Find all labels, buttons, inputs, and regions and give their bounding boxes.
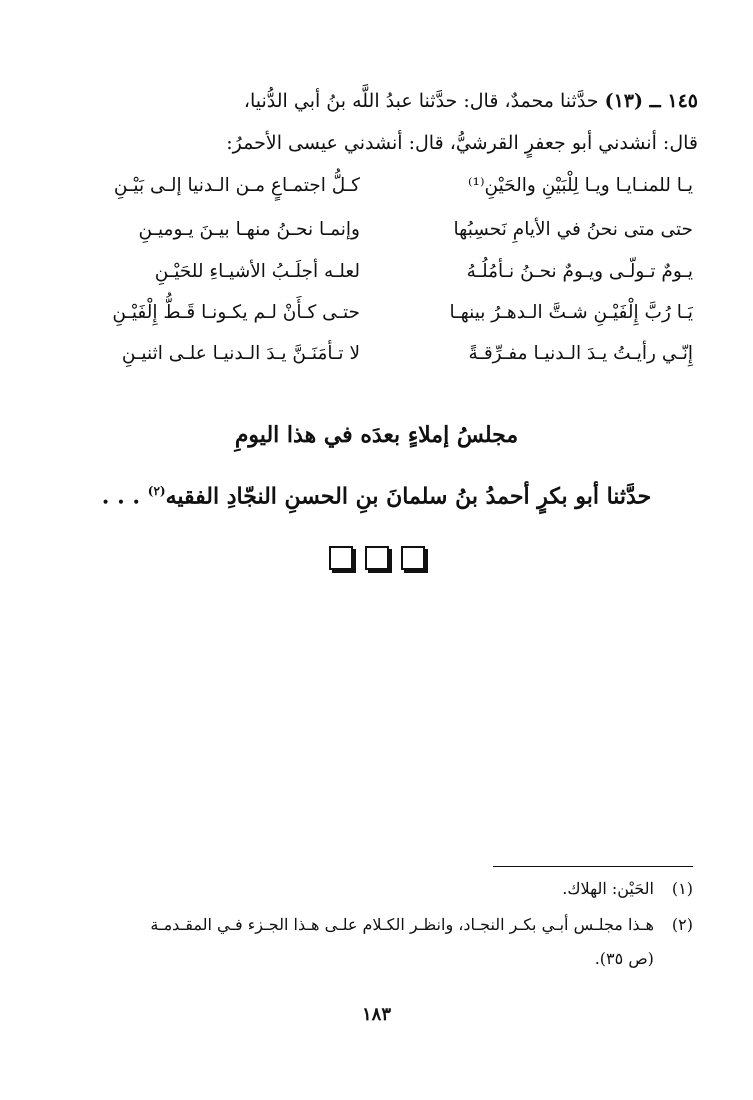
verse-first-hemistich: يـا للمنـايـا ويـا لِلْبَيْنِ والحَيْنِ⁽¹⁾: [467, 175, 693, 196]
verse-second-hemistich: لا تـأمَنَـنَّ يـدَ الـدنيـا علـى اثنيـنِ: [121, 343, 360, 364]
verse-second-hemistich: لعلـه أجلَـبُ الأشيـاءِ للحَيْـنِ: [154, 261, 360, 282]
ornament-box-icon: [365, 546, 389, 570]
hadith-number: ١٤٥ ــ (١٣): [604, 90, 698, 112]
ellipsis: . . .: [101, 483, 141, 510]
verse-second-hemistich: حتـى كـأَنْ لـم يكـونـا قَـطُّ إِلْفَيْـنِ: [112, 302, 360, 323]
verse-row: [60, 168, 693, 204]
ornament-box-icon: [401, 546, 425, 570]
section-end-ornament: [0, 546, 753, 572]
session-subheading-text: حدَّثنا أبو بكرٍ أحمدُ بنُ سلمانَ بنِ الحسنِ النجّادِ الفقيه: [165, 483, 652, 510]
verse-first-hemistich: حتى متى نحنُ في الأيامِ نَحسِبُها: [453, 219, 693, 240]
hadith-intro-line-1: [55, 86, 698, 116]
footnote-text: الحَيْن: الهلاك.: [562, 879, 654, 898]
footnote-number: (١): [671, 879, 693, 898]
page-number: ١٨٣: [361, 1004, 391, 1025]
session-heading: مجلسُ إملاءٍ بعدَه في هذا اليومِ: [234, 422, 519, 448]
verse-row: [60, 295, 693, 331]
footnote-separator: [493, 866, 693, 867]
footnote: [60, 872, 693, 906]
footnote-continuation: [60, 942, 693, 976]
hadith-intro-line-2: [55, 128, 698, 158]
verse-row: [60, 254, 693, 290]
session-subheading: [0, 474, 753, 513]
verse-row: [60, 212, 693, 248]
footnote: [60, 908, 693, 942]
hadith-chain-text: حدَّثنا محمدٌ، قال: حدَّثنا عبدُ اللَّه بنُ أبي الدُّنيا،: [243, 90, 599, 112]
hadith-chain-text-2: قال: أنشدني أبو جعفرٍ القرشيُّ، قال: أنشدني عيسى الأحمرُ:: [226, 132, 698, 154]
verse-second-hemistich: كـلُّ اجتمـاعٍ مـن الـدنيا إلـى بَيْـنِ: [113, 175, 360, 196]
footnote-text-continued: (ص ٣٥).: [594, 949, 654, 968]
ornament-box-icon: [329, 546, 353, 570]
verse-first-hemistich: يَـا رُبَّ إِلْفَيْـنِ شـتَّ الـدهـرُ بينهـا: [449, 302, 693, 323]
footnote-number: (٢): [671, 915, 693, 934]
verse-first-hemistich: إِنّـي رأيـتُ يـدَ الـدنيـا مفـرِّقـةً: [468, 343, 693, 364]
footnote-marker: (٢): [147, 484, 166, 498]
verse-second-hemistich: وإنمـا نحـنُ منهـا بيـنَ يـوميـنِ: [138, 219, 360, 240]
footnote-text: هـذا مجلـس أبـي بكـر النجـاد، وانظـر الكـلام علـى هـذا الجـزء فـي المقـدمـة: [150, 915, 654, 934]
verse-first-hemistich: يـومٌ تـولّـى ويـومٌ نحـنُ نـأمُلُـهُ: [466, 261, 693, 282]
verse-row: [60, 336, 693, 372]
